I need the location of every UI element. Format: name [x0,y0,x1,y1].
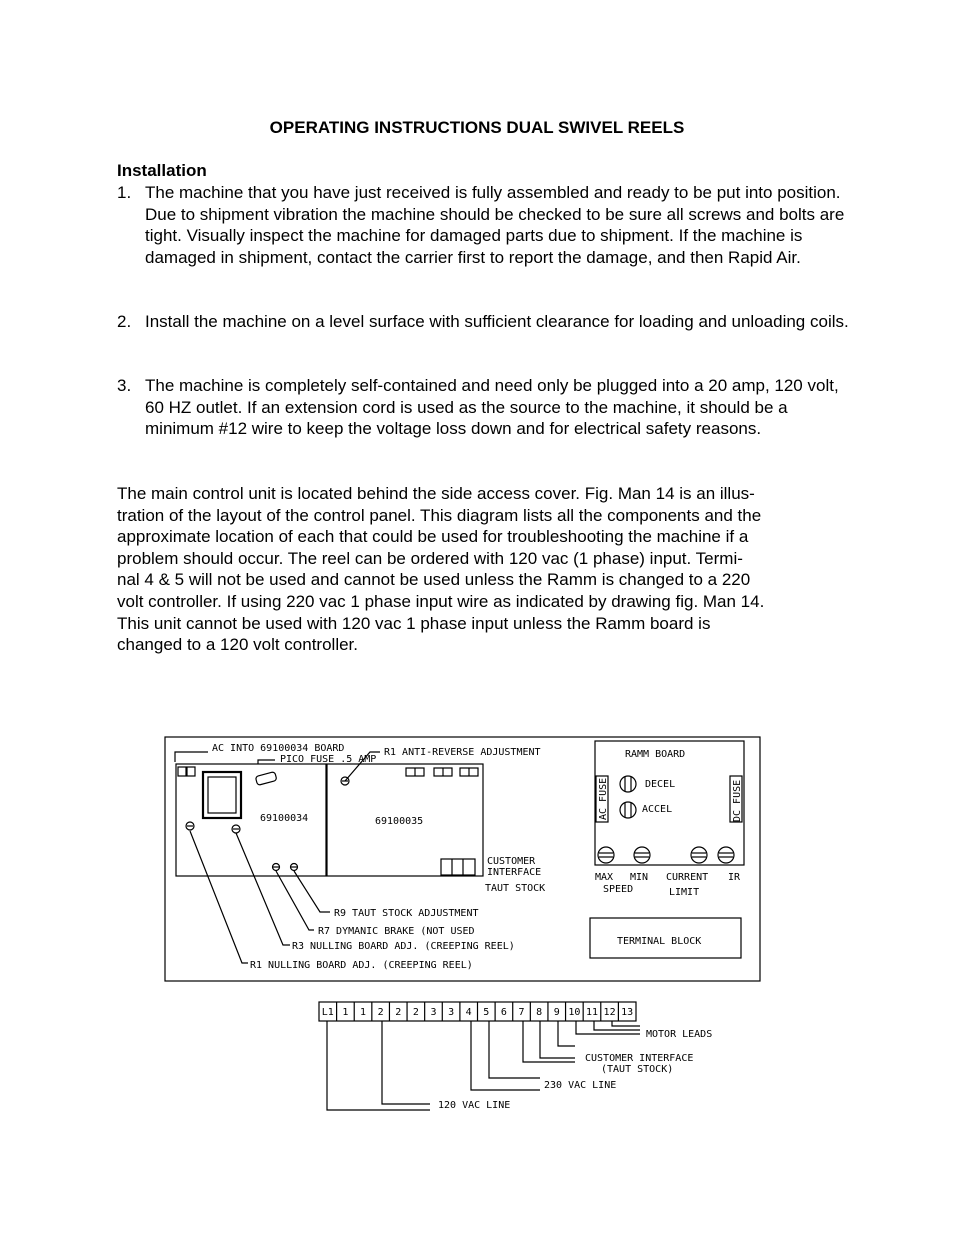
list-item-text: The machine that you have just received is fully assembled and ready to be put into position. Due to shipment vibration the machine should be checked to be sure all screws and bolts are tight. Visually inspect the machine for damaged parts due to shipment. If the machine is damaged in shipment, contact the carrier first to report the damage, and then Rapid Air. [145,183,845,267]
terminal-label: 10 [568,1007,581,1018]
paragraph-line: This unit cannot be used with 120 vac 1 phase input unless the Ramm board is [117,613,711,633]
label-r1-anti-reverse: R1 ANTI-REVERSE ADJUSTMENT [384,747,541,758]
label-ac-fuse: AC FUSE [598,777,609,820]
paragraph-line: problem should occur. The reel can be ordered with 120 vac (1 phase) input. Termi- [117,548,743,568]
list-item-number: 1. [117,183,132,202]
section-heading: Installation [117,161,207,180]
terminal-label: 7 [518,1007,525,1018]
paragraph-line: nal 4 & 5 will not be used and cannot be used unless the Ramm is changed to a 220 [117,570,751,590]
max-speed-pot [598,847,614,863]
label-ramm-board: RAMM BOARD [625,749,686,760]
label-230-vac: 230 VAC LINE [544,1080,617,1091]
pico-fuse [255,772,277,786]
terminal-label: 12 [603,1007,616,1018]
terminal-label: 6 [500,1007,507,1018]
terminal-label: 13 [621,1007,634,1018]
decel-pot [620,776,636,792]
paragraph-line: changed to a 120 volt controller. [117,635,358,655]
paragraph-line: tration of the layout of the control panel. This diagram lists all the components and the [117,505,762,525]
label-accel: ACCEL [642,804,673,815]
terminal-label: 1 [342,1007,349,1018]
label-r9: R9 TAUT STOCK ADJUSTMENT [334,908,479,919]
label-motor-leads: MOTOR LEADS [646,1029,713,1040]
paragraph-line: The main control unit is located behind the side access cover. Fig. Man 14 is an illus- [117,484,755,503]
min-speed-pot [634,847,650,863]
list-item-text: The machine is completely self-contained and need only be plugged into a 20 amp, 120 volt, 60 HZ outlet. If an extension cord is used as the source to the machine, it should be a minimum #12 wire to keep the voltage loss down and for electrical safety reasons. [145,376,839,439]
label-min: MIN [630,872,649,883]
label-terminal-block: TERMINAL BLOCK [617,936,702,947]
current-limit-pot [691,847,707,863]
terminal-label: 3 [430,1007,437,1018]
board-34-component [203,772,241,818]
label-r1-nulling: R1 NULLING BOARD ADJ. (CREEPING REEL) [250,960,473,971]
accel-pot [620,802,636,818]
label-taut-stock: TAUT STOCK [485,883,546,894]
label-r7: R7 DYMANIC BRAKE (NOT USED [318,926,475,937]
terminal-label: 2 [395,1007,402,1018]
label-limit: LIMIT [669,887,700,898]
label-ir: IR [728,872,741,883]
label-customer-interface: CUSTOMER INTERFACE [585,1053,694,1064]
terminal-label: 4 [465,1007,472,1018]
list-item-number: 2. [117,312,132,331]
page-title: OPERATING INSTRUCTIONS DUAL SWIVEL REELS [269,118,685,137]
label-r3: R3 NULLING BOARD ADJ. (CREEPING REEL) [292,941,515,952]
terminal-label: 8 [536,1007,543,1018]
label-customer: CUSTOMER [487,856,536,867]
label-120-vac: 120 VAC LINE [438,1100,511,1111]
label-current: CURRENT [666,872,709,883]
label-interface: INTERFACE [487,867,542,878]
label-speed: SPEED [603,884,634,895]
terminal-label: 5 [483,1007,490,1018]
label-dc-fuse: DC FUSE [732,779,743,822]
label-taut-stock-paren: (TAUT STOCK) [601,1064,674,1075]
paragraph-line: approximate location of each that could be used for troubleshooting the machine if a [117,527,749,547]
terminal-label: 11 [585,1007,598,1018]
terminal-label: 1 [360,1007,367,1018]
ir-pot [718,847,734,863]
terminal-label: 2 [412,1007,419,1018]
ac-terminal [178,767,186,776]
terminal-label: 3 [448,1007,455,1018]
label-decel: DECEL [645,779,676,790]
label-board-35: 69100035 [375,816,424,827]
ac-terminal [187,767,195,776]
terminal-label: L1 [321,1007,334,1018]
label-pico-fuse: PICO FUSE .5 AMP [280,754,377,765]
label-max: MAX [595,872,614,883]
label-ac-into: AC INTO 69100034 BOARD [212,743,345,754]
list-item-text: Install the machine on a level surface with sufficient clearance for loading and unloading coils. [145,312,849,331]
list-item-number: 3. [117,376,132,395]
board-34-component-inner [208,777,236,813]
paragraph-line: volt controller. If using 220 vac 1 phase input wire as indicated by drawing fig. Man 14. [117,591,765,611]
terminal-label: 9 [553,1007,560,1018]
label-board-34: 69100034 [260,813,309,824]
customer-interface-connector [441,859,475,875]
terminal-label: 2 [377,1007,384,1018]
